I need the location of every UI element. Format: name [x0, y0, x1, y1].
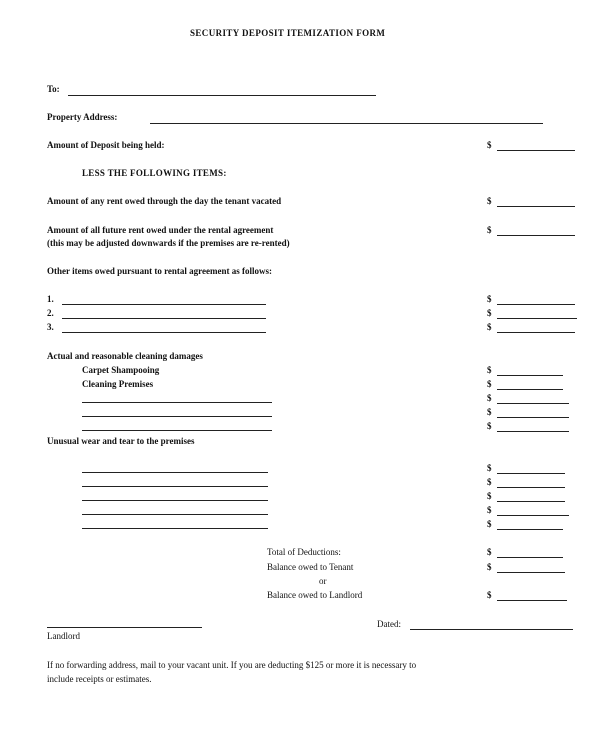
- deposit-label: Amount of Deposit being held:: [47, 140, 165, 150]
- carpet-label: Carpet Shampooing: [82, 365, 160, 375]
- cleaning-premises-label: Cleaning Premises: [82, 379, 154, 389]
- dollar-sign: $: [487, 365, 492, 375]
- wear-line-5-field[interactable]: [82, 528, 268, 529]
- less-heading: LESS THE FOLLOWING ITEMS:: [82, 168, 227, 178]
- property-address-field[interactable]: [150, 123, 543, 124]
- dollar-sign: $: [487, 225, 492, 235]
- form-title: SECURITY DEPOSIT ITEMIZATION FORM: [190, 28, 386, 38]
- dollar-sign: $: [487, 505, 492, 515]
- item-number-2: 2.: [47, 308, 54, 318]
- cleaning-line-3-field[interactable]: [82, 430, 272, 431]
- cleaning-line-1-field[interactable]: [82, 402, 272, 403]
- dollar-sign: $: [487, 294, 492, 304]
- dollar-sign: $: [487, 421, 492, 431]
- wear-line-4-field[interactable]: [82, 514, 268, 515]
- dollar-sign: $: [487, 322, 492, 332]
- wear-line-2-field[interactable]: [82, 486, 268, 487]
- other-items-label: Other items owed pursuant to rental agreement as follows:: [47, 266, 272, 276]
- item-1-field[interactable]: [62, 304, 266, 305]
- cleaning-label: Actual and reasonable cleaning damages: [47, 351, 203, 361]
- landlord-signature-field[interactable]: [47, 627, 202, 628]
- dollar-sign: $: [487, 308, 492, 318]
- dated-field[interactable]: [410, 629, 573, 630]
- dollar-sign: $: [487, 491, 492, 501]
- property-address-label: Property Address:: [47, 112, 118, 122]
- wear-tear-label: Unusual wear and tear to the premises: [47, 436, 195, 446]
- item-number-3: 3.: [47, 322, 54, 332]
- dollar-sign: $: [487, 463, 492, 473]
- dollar-sign: $: [487, 590, 492, 600]
- to-label: To:: [47, 84, 60, 94]
- rent-owed-label: Amount of any rent owed through the day the tenant vacated: [47, 196, 282, 206]
- item-2-field[interactable]: [62, 318, 266, 319]
- dollar-sign: $: [487, 140, 492, 150]
- balance-landlord-label: Balance owed to Landlord: [267, 590, 363, 600]
- to-field[interactable]: [68, 95, 376, 96]
- or-label: or: [319, 576, 327, 586]
- dollar-sign: $: [487, 547, 492, 557]
- balance-tenant-label: Balance owed to Tenant: [267, 562, 354, 572]
- dollar-sign: $: [487, 519, 492, 529]
- item-number-1: 1.: [47, 294, 54, 304]
- dated-label: Dated:: [377, 619, 401, 629]
- footer-note-line-2: include receipts or estimates.: [47, 674, 152, 684]
- wear-line-3-field[interactable]: [82, 500, 268, 501]
- landlord-label: Landlord: [47, 631, 80, 641]
- dollar-sign: $: [487, 562, 492, 572]
- wear-line-1-field[interactable]: [82, 472, 268, 473]
- dollar-sign: $: [487, 407, 492, 417]
- future-rent-note: (this may be adjusted downwards if the premises are re-rented): [47, 238, 290, 248]
- total-deductions-label: Total of Deductions:: [267, 547, 341, 557]
- dollar-sign: $: [487, 196, 492, 206]
- dollar-sign: $: [487, 477, 492, 487]
- dollar-sign: $: [487, 379, 492, 389]
- future-rent-label: Amount of all future rent owed under the rental agreement: [47, 225, 274, 235]
- footer-note-line-1: If no forwarding address, mail to your vacant unit. If you are deducting $125 or more it is necessary to: [47, 660, 417, 670]
- item-3-field[interactable]: [62, 332, 266, 333]
- dollar-sign: $: [487, 393, 492, 403]
- cleaning-line-2-field[interactable]: [82, 416, 272, 417]
